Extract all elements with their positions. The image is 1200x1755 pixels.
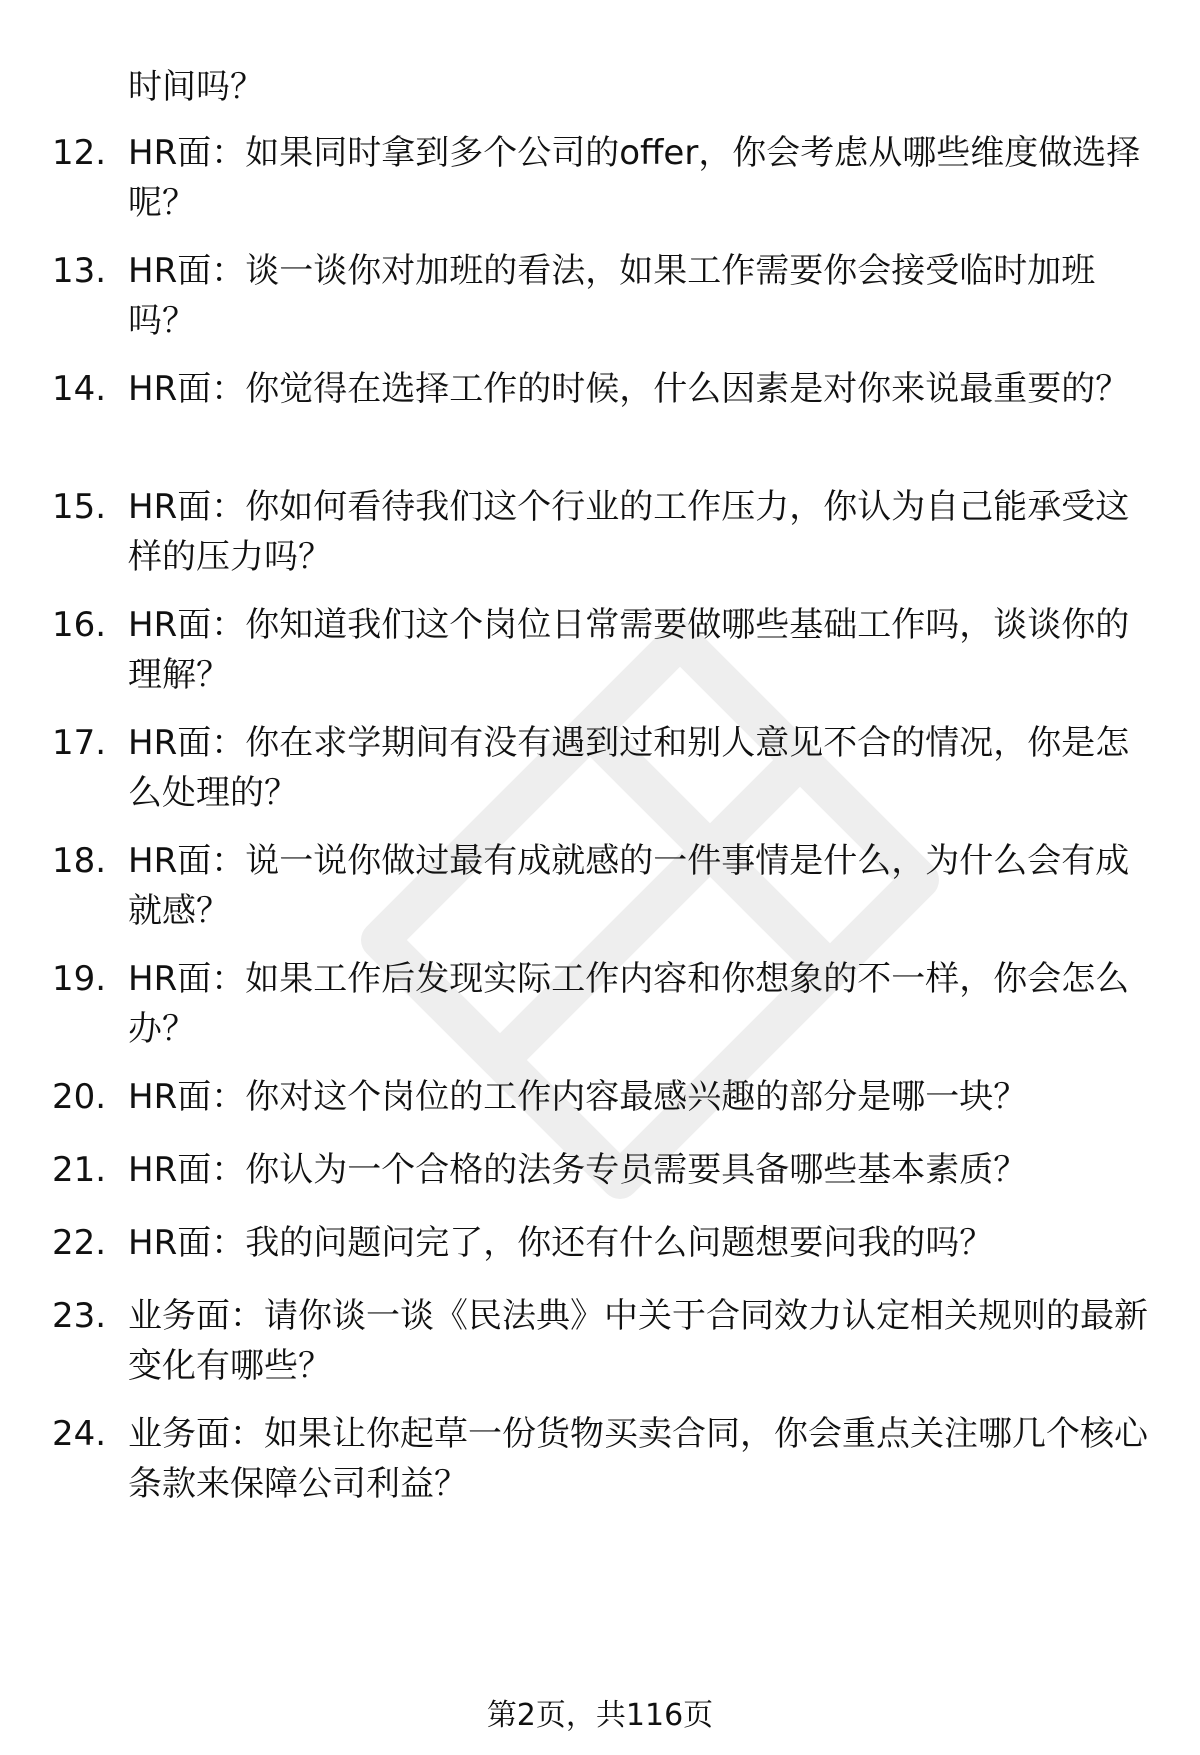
question-number: 16. (52, 605, 107, 645)
question-text: HR面：如果同时拿到多个公司的offer，你会考虑从哪些维度做选择呢？ (128, 133, 1141, 223)
question-text: HR面：你认为一个合格的法务专员需要具备哪些基本素质？ (128, 1150, 1028, 1190)
question-text: HR面：我的问题问完了，你还有什么问题想要问我的吗？ (128, 1223, 994, 1263)
question-text: HR面：你如何看待我们这个行业的工作压力，你认为自己能承受这样的压力吗？ (128, 487, 1130, 577)
question-number: 18. (52, 841, 107, 881)
question-number: 12. (52, 133, 107, 173)
question-text: HR面：你在求学期间有没有遇到过和别人意见不合的情况，你是怎么处理的？ (128, 723, 1130, 813)
question-number: 19. (52, 959, 107, 999)
question-number: 13. (52, 251, 107, 291)
question-number: 24. (52, 1414, 107, 1454)
question-number: 17. (52, 723, 107, 763)
question-text: 业务面：如果让你起草一份货物买卖合同，你会重点关注哪几个核心条款来保障公司利益？ (128, 1414, 1148, 1504)
question-number: 15. (52, 487, 107, 527)
question-number: 20. (52, 1077, 107, 1117)
continued-question-text: 时间吗？ (128, 67, 264, 107)
question-text: HR面：你觉得在选择工作的时候，什么因素是对你来说最重要的？ (128, 369, 1130, 409)
question-number: 14. (52, 369, 107, 409)
question-text: HR面：你对这个岗位的工作内容最感兴趣的部分是哪一块？ (128, 1077, 1028, 1117)
question-text: HR面：说一说你做过最有成就感的一件事情是什么，为什么会有成就感？ (128, 841, 1130, 931)
question-text: HR面：你知道我们这个岗位日常需要做哪些基础工作吗，谈谈你的理解？ (128, 605, 1130, 695)
question-number: 21. (52, 1150, 107, 1190)
question-text: 业务面：请你谈一谈《民法典》中关于合同效力认定相关规则的最新变化有哪些？ (128, 1296, 1148, 1386)
question-text: HR面：如果工作后发现实际工作内容和你想象的不一样，你会怎么办？ (128, 959, 1130, 1049)
question-text: HR面：谈一谈你对加班的看法，如果工作需要你会接受临时加班吗？ (128, 251, 1096, 341)
question-number: 23. (52, 1296, 107, 1336)
page-number-footer: 第2页，共116页 (486, 1698, 714, 1733)
question-number: 22. (52, 1223, 107, 1263)
